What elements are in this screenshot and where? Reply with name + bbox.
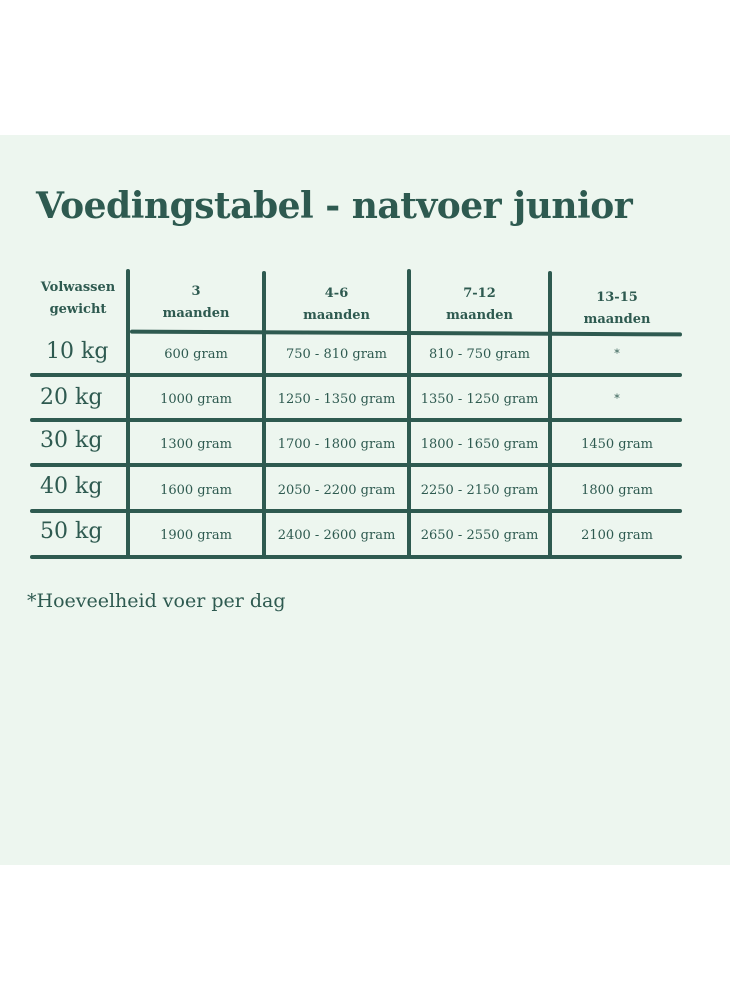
table-cell: 1800 - 1650 gram	[420, 437, 539, 452]
table-cell: 810 - 750 gram	[428, 347, 531, 362]
table-cell: 2650 - 2550 gram	[420, 528, 539, 543]
page-title: Voedingstabel - natvoer junior	[36, 185, 633, 227]
table-cell: 1450 gram	[581, 437, 653, 452]
row-weight-label: 10 kg	[46, 339, 109, 364]
row-weight-label: 40 kg	[40, 474, 103, 499]
table-cell: 2250 - 2150 gram	[420, 483, 539, 498]
row-weight-label: 50 kg	[40, 519, 103, 544]
header-age-unit: maanden	[583, 312, 651, 327]
table-cell: 1700 - 1800 gram	[277, 437, 396, 452]
table-cell: 1250 - 1350 gram	[277, 392, 396, 407]
header-age-value: 13-15	[596, 290, 638, 305]
footnote: *Hoeveelheid voer per dag	[27, 590, 286, 612]
row-weight-label: 20 kg	[40, 385, 103, 410]
table-cell: 1600 gram	[160, 483, 232, 498]
header-age-unit: maanden	[303, 308, 370, 323]
feeding-panel	[0, 135, 730, 865]
table-cell: 1900 gram	[160, 528, 232, 543]
header-age-7-12	[411, 283, 548, 327]
header-age-unit: maanden	[446, 308, 513, 323]
header-weight	[30, 277, 126, 321]
table-cell: 2050 - 2200 gram	[277, 483, 396, 498]
table-cell: 1350 - 1250 gram	[420, 392, 539, 407]
header-age-4-6	[266, 283, 407, 327]
header-age-value: 3	[191, 284, 201, 299]
header-weight-line2: gewicht	[49, 302, 107, 317]
table-cell: 1300 gram	[160, 437, 232, 452]
header-age-3	[130, 281, 262, 325]
header-age-13-15	[552, 287, 682, 331]
table-cell: 2400 - 2600 gram	[277, 528, 396, 543]
header-age-value: 7-12	[463, 286, 496, 301]
table-cell: 1000 gram	[160, 392, 232, 407]
header-age-unit: maanden	[162, 306, 230, 321]
table-cell: *	[614, 392, 620, 405]
header-weight-line1: Volwassen	[40, 280, 116, 295]
table-cell: 600 gram	[164, 347, 228, 362]
table-cell: 750 - 810 gram	[285, 347, 388, 362]
table-cell: 1800 gram	[581, 483, 653, 498]
feeding-table	[30, 269, 690, 561]
table-cell: *	[614, 347, 620, 360]
row-weight-label: 30 kg	[40, 428, 103, 453]
table-cell: 2100 gram	[581, 528, 653, 543]
header-age-value: 4-6	[324, 286, 349, 301]
